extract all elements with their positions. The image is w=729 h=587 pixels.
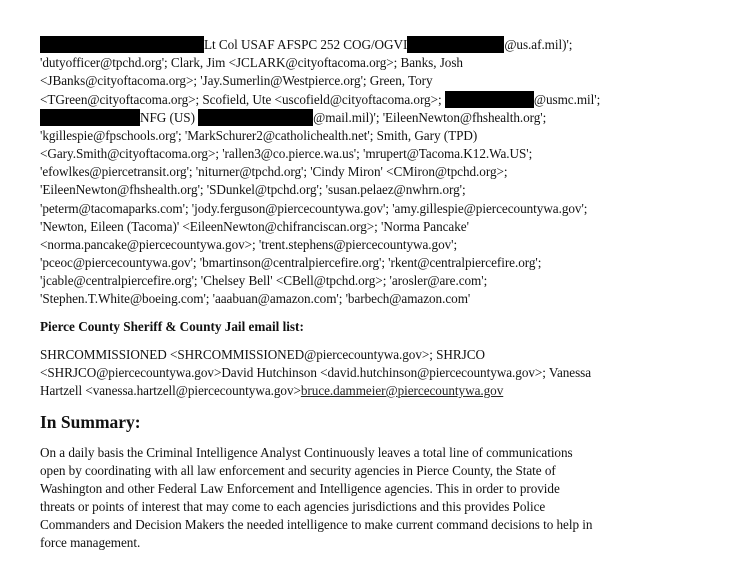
redaction-bar [198,109,313,126]
email-line-5 [40,109,546,127]
email-text: Lt Col USAF AFSPC 252 COG/OGVI [204,37,408,52]
email-text: <TGreen@cityoftacoma.org>; Scofield, Ute <uscofield@cityoftacoma.org>; [40,92,442,107]
email-line-14: 'jcable@centralpiercefire.org'; 'Chelsey Bell' <CBell@tpchd.org>; 'arosler@are.com'; [40,273,488,288]
email-text: Hartzell <vanessa.hartzell@piercecountywa.gov> [40,383,301,398]
summary-heading: In Summary: [40,412,141,432]
redaction-bar [40,109,140,126]
summary-line-6: force management. [40,535,141,550]
email-line-6: 'kgillespie@fpschools.org'; 'MarkSchurer2@catholichealth.net'; Smith, Gary (TPD) [40,128,478,143]
email-line-7: <Gary.Smith@cityoftacoma.org>; 'rallen3@co.pierce.wa.us'; 'mrupert@Tacoma.K12.Wa.US'; [40,146,533,161]
email-link[interactable]: bruce.dammeier@piercecountywa.gov [300,383,504,398]
email-line-15: 'Stephen.T.White@boeing.com'; 'aaabuan@amazon.com'; 'barbech@amazon.com' [40,291,471,306]
email-line-13: 'pceoc@piercecountywa.gov'; 'bmartinson@centralpiercefire.org'; 'rkent@centralpiercefire.org'; [40,255,542,270]
sheriff-heading: Pierce County Sheriff & County Jail email list: [40,319,304,334]
email-text: @mail.mil)'; 'EileenNewton@fhshealth.org'; [313,110,547,125]
summary-line-5: Commanders and Decision Makers the needed intelligence to make current command decisions to help in [40,517,593,532]
summary-line-4: threats or points of interest that may come to each agencies jurisdictions and this provides Police [40,499,546,514]
summary-line-1: On a daily basis the Criminal Intelligence Analyst Continuously leaves a total line of communications [40,445,573,460]
email-line-11: 'Newton, Eileen (Tacoma)' <EileenNewton@chifranciscan.org>; 'Norma Pancake' [40,219,469,234]
email-line-3: <JBanks@cityoftacoma.org>; 'Jay.Sumerlin@Westpierce.org'; Green, Tory [40,73,433,88]
email-line-12: <norma.pancake@piercecountywa.gov>; 'trent.stephens@piercecountywa.gov'; [40,237,458,252]
redaction-bar [40,36,204,53]
email-text: NFG (US) [140,110,195,125]
email-line-8: 'efowlkes@piercetransit.org'; 'niturner@tpchd.org'; 'Cindy Miron' <CMiron@tpchd.org>; [40,164,508,179]
email-line-9: 'EileenNewton@fhshealth.org'; 'SDunkel@tpchd.org'; 'susan.pelaez@nwhrn.org'; [40,182,466,197]
redaction-bar [407,36,504,53]
sheriff-line-2: <SHRJCO@piercecountywa.gov>David Hutchinson <david.hutchinson@piercecountywa.gov>; Vanessa [40,365,592,380]
summary-line-3: Washington and other Federal Law Enforcement and Intelligence agencies. This in order to provide [40,481,560,496]
summary-line-2: open by coordinating with all law enforcement and security agencies in Pierce County, the State of [40,463,556,478]
email-text: @usmc.mil'; [533,92,601,107]
email-line-4 [40,91,600,109]
email-line-1 [40,36,572,54]
email-text: @us.af.mil)'; [504,37,573,52]
sheriff-line-1: SHRCOMMISSIONED <SHRCOMMISSIONED@piercecountywa.gov>; SHRJCO [40,347,485,362]
redaction-bar [445,91,534,108]
sheriff-line-3 [40,382,503,400]
email-line-2: 'dutyofficer@tpchd.org'; Clark, Jim <JCLARK@cityoftacoma.org>; Banks, Josh [40,55,463,70]
email-line-10: 'peterm@tacomaparks.com'; 'jody.ferguson@piercecountywa.gov'; 'amy.gillespie@piercecountywa.gov'; [40,201,588,216]
